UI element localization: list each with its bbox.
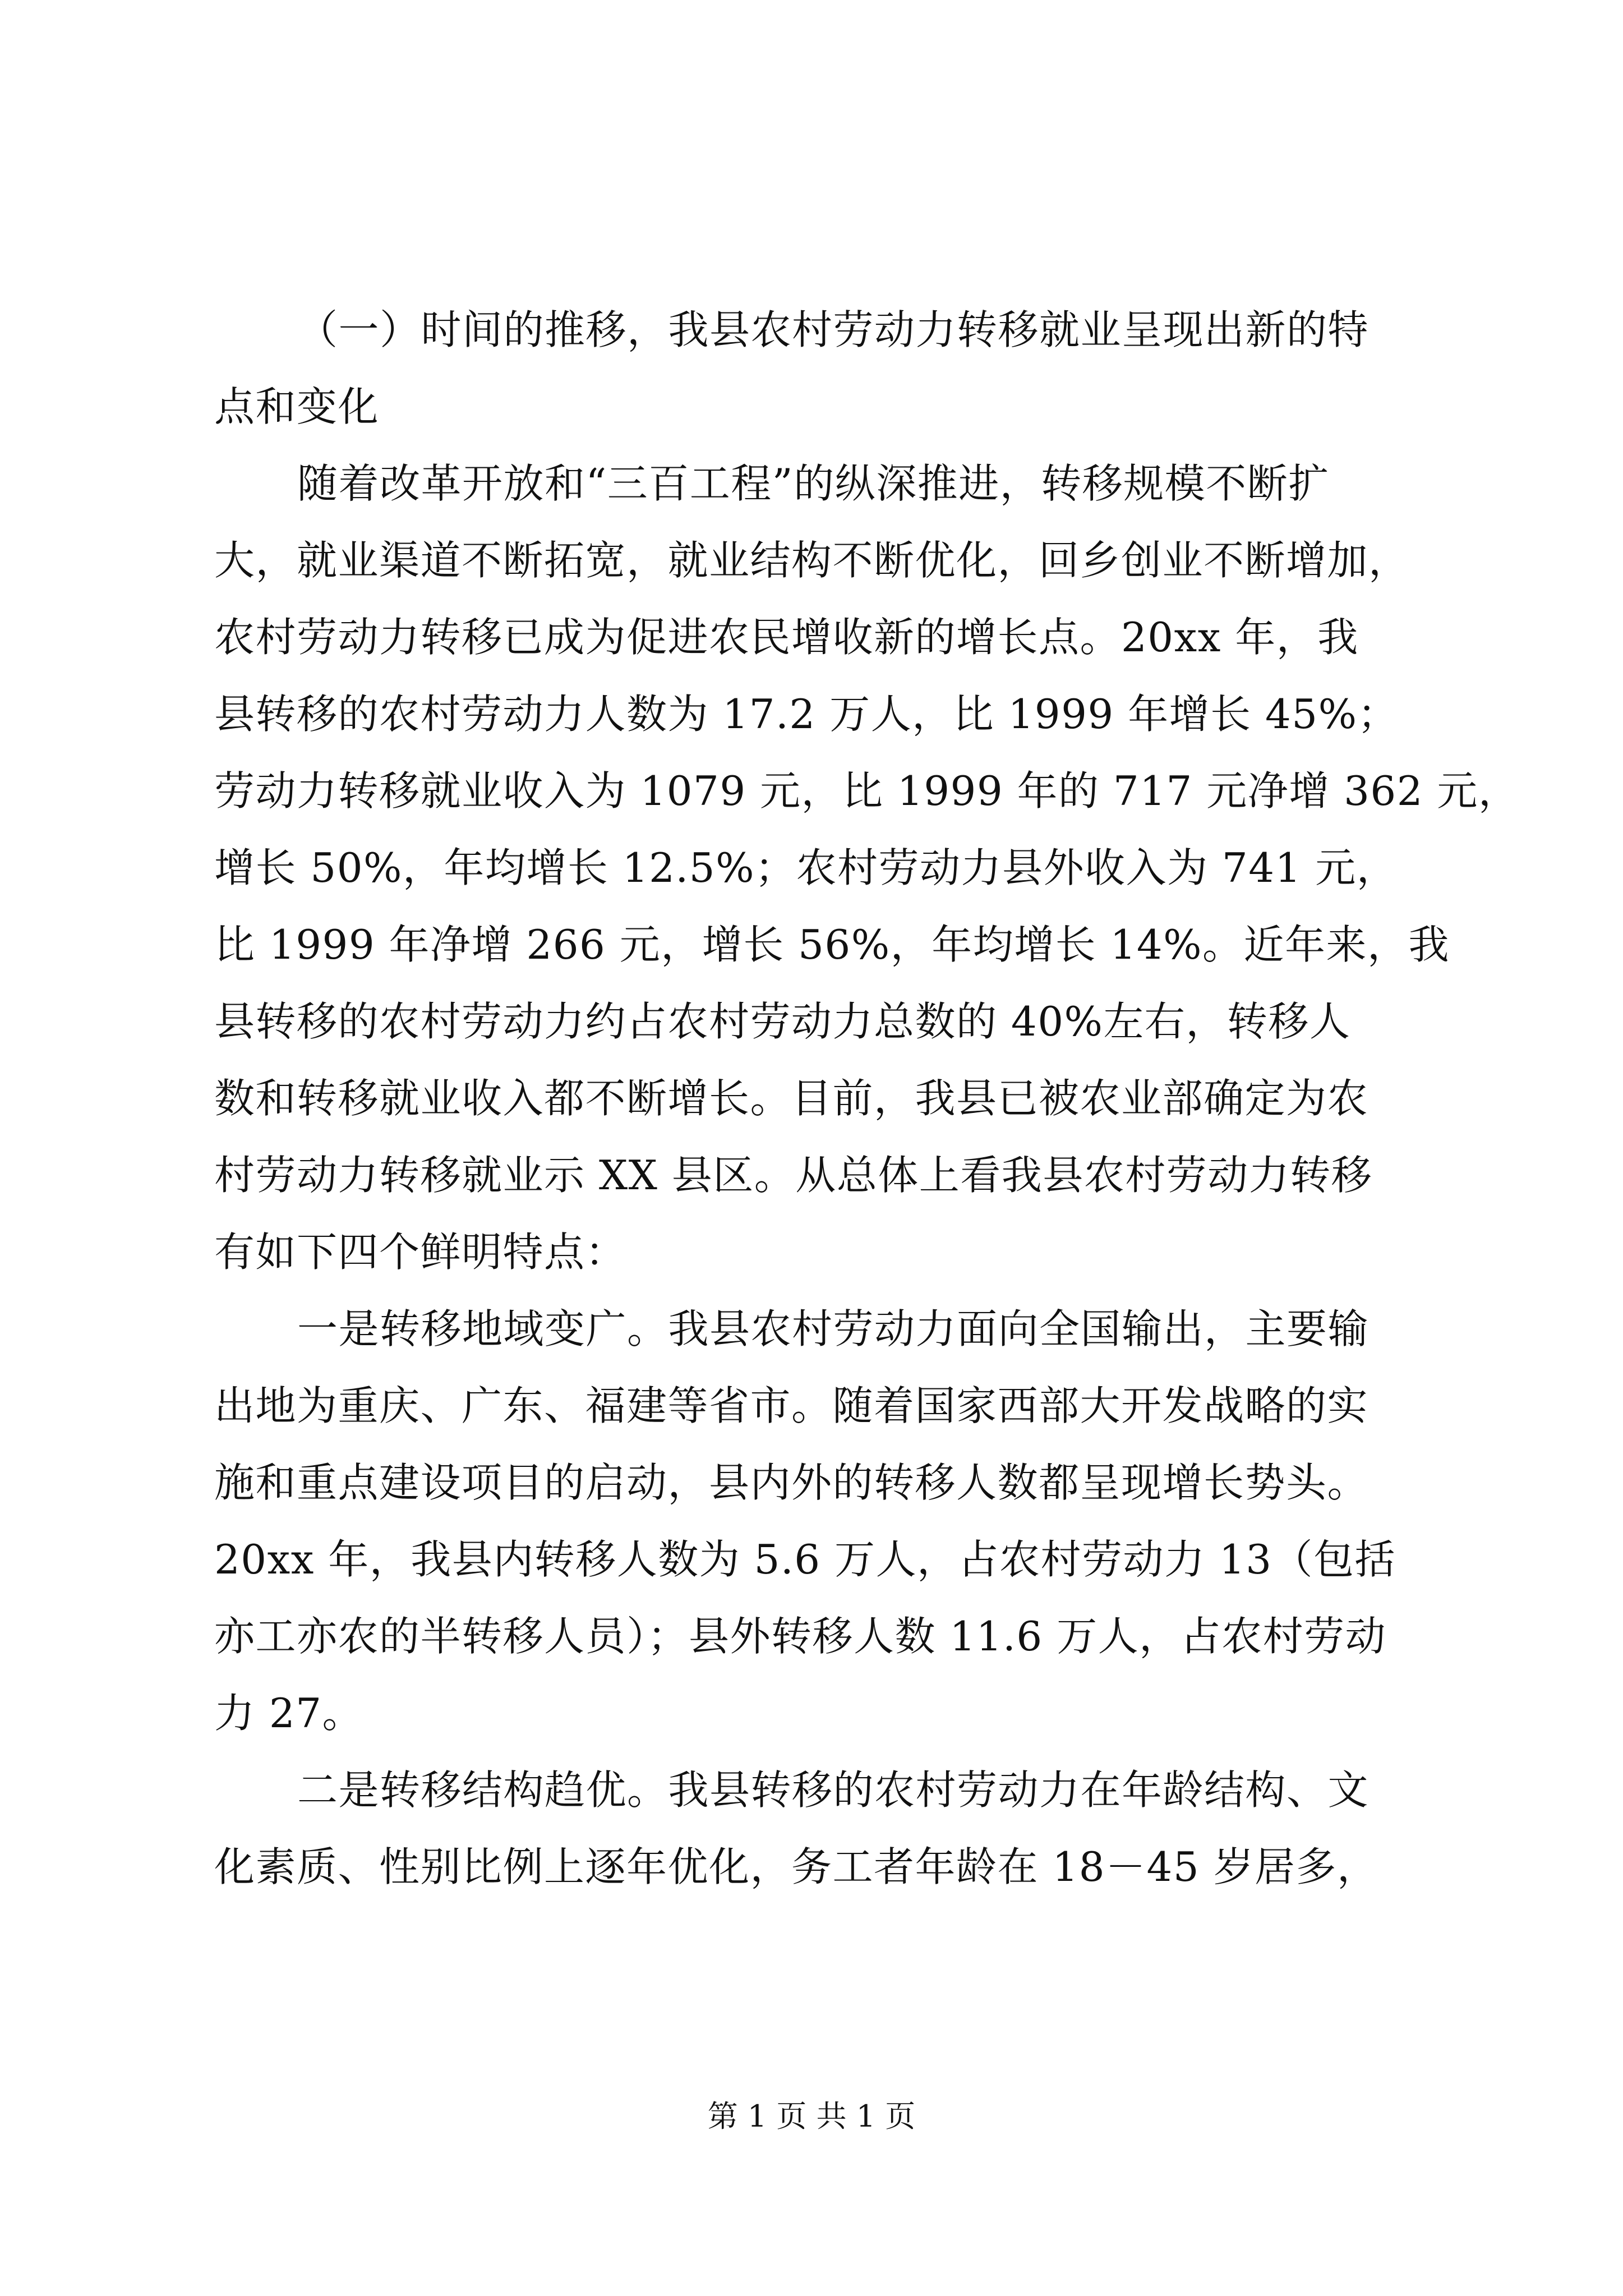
paragraph-2-line-6: 力 27。: [214, 1690, 364, 1737]
paragraph-1-line-9: 数和转移就业收入都不断增长。目前，我县已被农业部确定为农: [214, 1075, 1369, 1122]
paragraph-2-line-1: 一是转移地域变广。我县农村劳动力面向全国输出，主要输: [297, 1305, 1370, 1352]
paragraph-3-line-1: 二是转移结构趋优。我县转移的农村劳动力在年龄结构、文: [297, 1766, 1370, 1814]
paragraph-2-line-5: 亦工亦农的半转移人员）；县外转移人数 11.6 万人，占农村劳动: [214, 1613, 1387, 1660]
paragraph-1-line-6: 增长 50%，年均增长 12.5%；农村劳动力县外收入为 741 元，: [214, 844, 1398, 891]
paragraph-2-line-2: 出地为重庆、广东、福建等省市。随着国家西部大开发战略的实: [214, 1382, 1369, 1429]
page-number-footer: 第 1 页 共 1 页: [707, 2099, 916, 2134]
paragraph-1-line-5: 劳动力转移就业收入为 1079 元，比 1999 年的 717 元净增 362 元，: [214, 767, 1520, 815]
paragraph-2-line-4: 20xx 年，我县内转移人数为 5.6 万人，占农村劳动力 13（包括: [214, 1536, 1396, 1583]
paragraph-3-line-2: 化素质、性别比例上逐年优化，务工者年龄在 18－45 岁居多，: [214, 1843, 1378, 1890]
paragraph-1-line-7: 比 1999 年净增 266 元，增长 56%，年均增长 14%。近年来，我: [214, 921, 1450, 968]
paragraph-1-line-10: 村劳动力转移就业示 XX 县区。从总体上看我县农村劳动力转移: [214, 1152, 1373, 1199]
paragraph-1-line-2: 大，就业渠道不断拓宽，就业结构不断优化，回乡创业不断增加，: [214, 537, 1410, 584]
paragraph-1-line-8: 县转移的农村劳动力约占农村劳动力总数的 40%左右，转移人: [214, 998, 1351, 1045]
paragraph-1-line-3: 农村劳动力转移已成为促进农民增收新的增长点。20xx 年，我: [214, 614, 1359, 661]
section-heading-line-1: （一）时间的推移，我县农村劳动力转移就业呈现出新的特: [297, 306, 1370, 353]
paragraph-2-line-3: 施和重点建设项目的启动，县内外的转移人数都呈现增长势头。: [214, 1459, 1369, 1506]
paragraph-1-line-11: 有如下四个鲜明特点：: [214, 1228, 627, 1276]
paragraph-1-line-1: 随着改革开放和“三百工程”的纵深推进，转移规模不断扩: [297, 460, 1330, 507]
section-heading-line-2: 点和变化: [214, 383, 380, 430]
paragraph-1-line-4: 县转移的农村劳动力人数为 17.2 万人，比 1999 年增长 45%；: [214, 691, 1399, 738]
document-body: [214, 292, 1520, 1906]
